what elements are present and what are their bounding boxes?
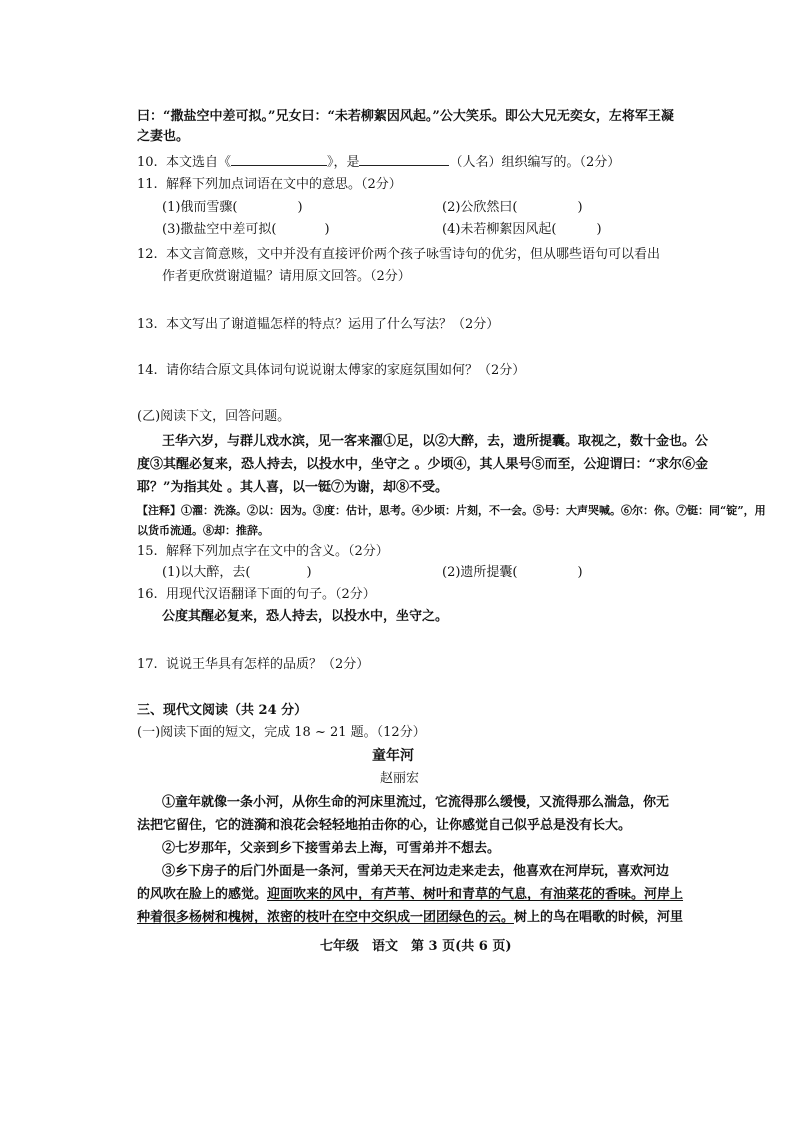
q15-item-1-text: (1)以大醉，去( <box>162 565 251 580</box>
p1-line2: 法把它留住，它的涟漪和浪花会轻轻地拍击你的心，让你感觉自己似乎总是没有长大。 <box>137 818 632 833</box>
q10-number: 10. <box>137 155 158 170</box>
q16-number: 16. <box>137 587 158 602</box>
question-12 <box>137 246 660 263</box>
q11-item-1-close: ) <box>297 200 303 215</box>
section3-heading: 三、现代文阅读（共 24 分） <box>137 703 308 718</box>
q11-text: 解释下列加点词语在文中的意思。（2分） <box>165 177 402 192</box>
question-16 <box>137 586 376 603</box>
question-17 <box>137 656 369 673</box>
q15-item-2 <box>442 564 583 581</box>
q15-item-2-text: (2)遗所提囊( <box>442 565 518 580</box>
p3-line3-underlined: 种着很多杨树和槐树，浓密的枝叶在空中交织成一团团绿色的云。 <box>137 910 515 925</box>
p3-line3 <box>137 909 683 926</box>
q11-item-2-close: ) <box>577 200 583 215</box>
p1-line1: ①童年就像一条小河，从你生命的河床里流过，它流得那么缓慢，又流得那么湍急，你无 <box>162 795 670 810</box>
p3-line2 <box>137 886 683 903</box>
passage-a-line2: 之妻也。 <box>137 129 190 144</box>
passage-b-note2: 以货币流通。⑧却：推辞。 <box>137 524 269 537</box>
q17-number: 17. <box>137 657 158 672</box>
question-10 <box>137 153 620 171</box>
article-author: 赵丽宏 <box>380 771 420 786</box>
q11-item-3-close: ) <box>324 222 330 237</box>
question-13 <box>137 316 499 333</box>
section3-sub: (一)阅读下面的短文，完成 18 ~ 21 题。（12分） <box>137 725 426 740</box>
page-footer: 七年级 语文 第 3 页(共 6 页) <box>320 939 512 954</box>
q12-line1: 本文言简意赅，文中并没有直接评价两个孩子咏雪诗句的优劣，但从哪些语句可以看出 <box>165 247 660 262</box>
q13-number: 13. <box>137 317 158 332</box>
passage-b-heading: (乙)阅读下文，回答问题。 <box>137 409 291 424</box>
question-11 <box>137 176 402 193</box>
question-15 <box>137 543 389 560</box>
q10-pre: 本文选自《 <box>165 155 231 170</box>
article-title: 童年河 <box>372 748 414 764</box>
q11-item-2-text: (2)公欣然曰( <box>442 200 518 215</box>
q10-author-blank[interactable] <box>359 153 449 166</box>
q10-mid: 》，是 <box>326 155 360 170</box>
p3-line2-plain: 的风吹在脸上的感觉。 <box>137 887 268 902</box>
q11-item-3-text: (3)撒盐空中差可拟( <box>162 222 277 237</box>
q15-item-1 <box>162 564 312 581</box>
q11-item-2 <box>442 199 583 216</box>
q15-item-2-close: ) <box>577 565 583 580</box>
q11-item-1 <box>162 199 303 216</box>
q15-number: 15. <box>137 544 158 559</box>
passage-b-line3: 耶？”为指其处 。其人喜，以一铤⑦为谢，却⑧不受。 <box>137 480 449 495</box>
passage-b-line2: 度③其醒必复来，恐人持去，以投水中，坐守之 。少顷④，其人果号⑤而至，公迎谓曰：“求尔⑥金 <box>137 457 709 472</box>
q11-item-3 <box>162 221 330 238</box>
passage-b-note1: 【注释】①濯：洗涤。②以：因为。③度：估计，思考。④少顷：片刻，不一会。⑤号：大声哭喊。⑥尔：你。⑦铤：同“锭”，用 <box>137 504 766 517</box>
q14-text: 请你结合原文具体词句说说谢太傅家的家庭氛围如何？（2分） <box>165 363 526 378</box>
q13-text: 本文写出了谢道韫怎样的特点？运用了什么写法？（2分） <box>165 317 500 332</box>
p3-line2-underlined: 迎面吹来的风中，有芦苇、树叶和青草的气息，有油菜花的香味。河岸上 <box>267 887 684 902</box>
q10-book-blank[interactable] <box>231 153 327 166</box>
passage-b-line1: 王华六岁，与群儿戏水滨，见一客来濯①足，以②大醉，去，遗所提囊。取视之，数十金也。公 <box>162 434 709 449</box>
p3-line3-plain: 树上的鸟在唱歌的时候，河里 <box>514 910 684 925</box>
q16-text: 用现代汉语翻译下面的句子。（2分） <box>165 587 376 602</box>
q15-item-1-close: ) <box>306 565 312 580</box>
p3-line1: ③乡下房子的后门外面是一条河，雪弟天天在河边走来走去，他喜欢在河岸玩，喜欢河边 <box>162 864 670 879</box>
passage-a-line1: 曰：“撒盐空中差可拟。”兄女曰：“未若柳絮因风起。”公大笑乐。即公大兄无奕女，左将军王凝 <box>137 109 674 124</box>
q14-number: 14. <box>137 363 158 378</box>
q10-post: （人名）组织编写的。（2分） <box>449 155 621 170</box>
q11-item-1-text: (1)俄而雪骤( <box>162 200 238 215</box>
question-14 <box>137 362 525 379</box>
q15-text: 解释下列加点字在文中的含义。（2分） <box>165 544 389 559</box>
q11-number: 11. <box>137 177 158 192</box>
q12-line2: 作者更欣赏谢道韫？请用原文回答。（2分） <box>162 269 411 284</box>
q11-item-4 <box>442 221 602 238</box>
p2: ②七岁那年，父亲到乡下接雪弟去上海，可雪弟并不想去。 <box>162 841 501 856</box>
q17-text: 说说王华具有怎样的品质？（2分） <box>165 657 370 672</box>
q16-sentence: 公度其醒必复来，恐人持去，以投水中，坐守之。 <box>162 609 449 624</box>
q11-item-4-text: (4)未若柳絮因风起( <box>442 222 557 237</box>
q12-number: 12. <box>137 247 158 262</box>
q11-item-4-close: ) <box>596 222 602 237</box>
